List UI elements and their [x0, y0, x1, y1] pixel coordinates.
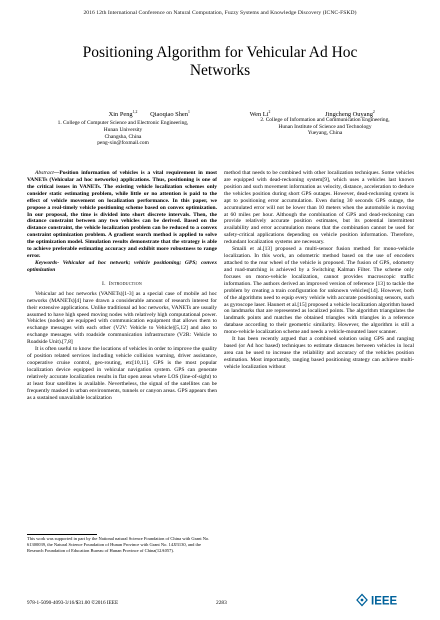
author-name: Xin Peng — [108, 111, 133, 119]
affil-line: Hunan Institute of Science and Technology — [278, 123, 372, 130]
author-block-2: Wen Li$^2$ Jingcheng Ouyang$^2$ 2. College of Information and Communication Engineering, Hunan Institute of Science and Technology Yueyang, China — [225, 109, 425, 137]
page-number: 2283 — [216, 600, 227, 606]
funding-footnote: This work was supported in part by the National natural Science Foundation of China with Grant No. 61300039, the Natural Science Foundation of Hunan Province with Grant No. 14JJ3130, and the Research Foundation of Education Bureau of Hunan Province of China(12A057). — [27, 536, 210, 553]
footnote-rule — [27, 534, 97, 535]
title-line-1: Positioning Algorithm for Vehicular Ad Hoc — [82, 44, 358, 61]
affil-line: Changsha, China — [104, 133, 142, 140]
ieee-logo-text: IEEE — [371, 595, 398, 607]
author-name: Jingcheng Ouyang — [325, 111, 373, 119]
ieee-logo-dot — [361, 599, 364, 602]
body-paragraph: method that needs to be combined with other localization techniques. Some vehicles are equipped with dead-reckoning system[9], which uses a vehicles last known position and such movement information as velocity, distance, acceleration to deduce the vehicles position during short GPS outages. However, dead-reckoning system is apt to positioning error accumulation. Even during 30 seconds GPS outage, the accumulated error will not be lower than 10 meters when the automobile is moving at 60 miles per hour. Although the combination of GPS and dead-reckoning can provide relatively accurate position estimates, but its potential intermittent availability and error accumulation means that the combination cannot be used for safety-critical applications depending on vehicle position information. Therefore, redundant localization systems are necessary. — [224, 170, 414, 246]
section-heading: I. Introduction — [102, 280, 142, 287]
title-line-2: Networks — [189, 62, 251, 79]
affil-line: 2. College of Information and Communication Engineering, — [260, 116, 390, 123]
author-sup: 1,2 — [132, 110, 138, 114]
abstract-text: —Position information of vehicles is a vital requirement in most VANETs (Vehicular ad hoc networks) applications. Thus, positioning is one of the critical issues in VANETs. The existing vehicle localization schemes only consider static estimating problem, while little or no attention is paid to the effect of vehicle movement on localization performance. In this paper, we propose a real-timely vehicle positioning scheme based on convex optimization. In our proposal, the time is divided into short discrete intervals. Then, the distance constraint between any two vehicles can be derived. Based on the distance constraint, the vehicle localization problem can be reduced to a convex constraint optimization problem. A gradient search method is applied to solve the optimization model. Simulation results demonstrate that the strategy is able to achieve preferable estimating accuracy and exhibit more robustness to range error. — [27, 170, 217, 260]
body-paragraph: Vehicular ad hoc networks (VANETs)[1-3] as a special case of mobile ad hoc networks (MANETs)[4] have drawn a considerable amount of research interest for their extensive applications. Unlike traditional ad hoc networks, VANETs are usually assumed to have high speed moving nodes with relatively high computational power. Vehicles (nodes) are equipped with communication equipment that allows them to exchange messages with each other (V2V: Vehicle to Vehicle)[5,12] and also to exchange messages with roadside communication infrastructure (V2R: Vehicle to Roadside Unit).[7,8] — [27, 290, 217, 346]
author-name: Wen Li — [249, 111, 269, 119]
author-email: peng-xin@foxmail.com — [97, 140, 149, 147]
conference-header: 2016 12th International Conference on Natural Computation, Fuzzy Systems and Knowledge Discovery (ICNC-FSKD) — [83, 10, 357, 16]
body-paragraph: Smaili et al.[13] proposed a multi-sensor fusion method for mono-vehicle localization. In this work, an odometric method based on the use of encoders attached to the rear wheel of the vehicle is proposed. The fusion of GPS, odometry and road-matching is achieved by a Switching Kalman Filter. The scheme only focuses on mono-vehicle localization, cannot provides macroscopic traffic information. The authors derived an improved version of reference [13] to tackle the problem by creating a train configuration for unknown vehicles[14]. However, both of the algorithms need to equip every vehicle with accurate positioning sensors, such as gyroscope laser. Haunert et al.[15] proposed a vehicle localization algorithm based on landmarks that are represented as localized points. The algorithm triangulates the landmark points and matches the obtained triangles with triangles in a reference database according to their geometric similarity. However, the algorithm is still a mono-vehicle localization scheme and needs a vehicle-mounted laser scanner. — [224, 246, 414, 336]
abstract — [27, 170, 217, 260]
isbn-line: 978-1-5090-4093-3/16/$31.00 ©2016 IEEE — [27, 600, 119, 606]
left-column — [27, 170, 217, 402]
affil-line: Hunan University — [103, 126, 143, 133]
body-paragraph: It has been recently argued that a combined solution using GPS and ranging based (or Ad hoc based) techniques to estimate distances between vehicles in local area can be used to increase the reliability and accuracy of the vehicles position estimation. Most importantly, ranging based positioning strategy can achieve multi-vehicle localization without — [224, 336, 414, 370]
affil-line: Yueyang, China — [307, 130, 343, 137]
affil-line: 1. College of Computer Science and Electronic Engineering, — [57, 119, 189, 126]
right-column — [224, 170, 414, 371]
abstract-label: Abstract — [35, 170, 54, 176]
body-paragraph: It is often useful to know the locations of vehicles in order to improve the quality of position related services including vehicle collision warning, driver assistance, cooperative cruise control, geo-routing, etc[10,11]. GPS is the most popular localization device equipped in vehicular navigation system. GPS can generate relatively accurate localization results in flat open areas where LOS (line-of-sight) to at least four satellites is available. Nevertheless, the signal of the satellites can be frequently masked in urban environments, tunnels or canyon areas. GPS appears then as a sustained unavailable localization — [27, 346, 217, 401]
paper-title — [40, 44, 400, 80]
author-name-2: Qiaoqiao Shen$^1$ — [150, 110, 190, 119]
keywords: Keywords- Vehicular ad hoc network; vehicle positioning; GPS; convex optimization — [27, 259, 217, 273]
ieee-logo — [356, 593, 416, 607]
